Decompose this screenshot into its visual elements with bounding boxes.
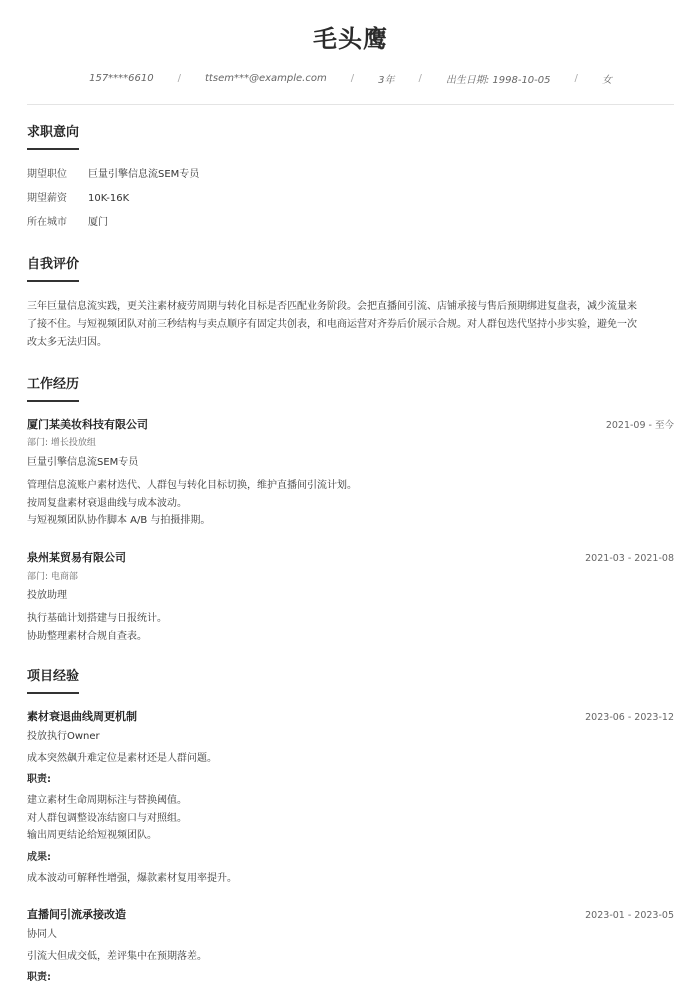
project-duty-line: 建立素材生命周期标注与替换阈值。 <box>27 795 187 806</box>
section-title-text: 自我评价 <box>27 257 80 272</box>
project-role: 投放执行Owner <box>27 731 100 742</box>
self-evaluation-line: 了接不住。与短视频团队对前三秒结构与卖点顺序有固定共创表，和电商运营对齐券后价展示合规。对人群包迭代坚持小步实验，避免一次 <box>27 319 637 330</box>
job-description <box>27 477 674 530</box>
section-underline <box>27 148 79 150</box>
project-result-label: 成果: <box>27 852 51 863</box>
job-date: 2021-09 - 至今 <box>605 420 674 431</box>
section-title-work <box>27 376 79 394</box>
job-role: 投放助理 <box>27 590 67 601</box>
intent-value: 巨量引擎信息流SEM专员 <box>88 169 200 180</box>
section-underline <box>27 692 79 694</box>
section-title-intent <box>27 124 79 142</box>
job-line: 与短视频团队协作脚本 A/B 与拍摄排期。 <box>27 515 211 526</box>
self-evaluation-line: 改太多无法归因。 <box>27 337 107 348</box>
contact-separator: / <box>574 72 578 84</box>
intent-label: 所在城市 <box>27 217 67 228</box>
project-name: 直播间引流承接改造 <box>27 908 126 921</box>
intent-label: 期望薪资 <box>27 193 67 204</box>
project-background: 引流大但成交低，差评集中在预期落差。 <box>27 951 207 962</box>
project-date: 2023-01 - 2023-05 <box>585 910 674 921</box>
section-title-projects <box>27 668 79 686</box>
intent-city <box>27 216 108 230</box>
job-line: 协助整理素材合规自查表。 <box>27 630 147 642</box>
section-title-text: 求职意向 <box>27 125 80 140</box>
self-evaluation-text <box>27 298 674 352</box>
job-role: 巨量引擎信息流SEM专员 <box>27 457 139 468</box>
contact-phone: 157****6610 <box>89 72 154 84</box>
job-description <box>27 610 674 645</box>
contact-experience-years: 3年 <box>378 74 395 86</box>
intent-label: 期望职位 <box>27 169 67 180</box>
project-header <box>27 906 674 922</box>
job-line: 执行基础计划搭建与日报统计。 <box>27 613 167 624</box>
job-company: 厦门某美妆科技有限公司 <box>27 418 148 431</box>
project-date: 2023-06 - 2023-12 <box>585 712 674 723</box>
job-line: 按周复盘素材衰退曲线与成本波动。 <box>27 497 187 509</box>
project-duty-line: 输出周更结论给短视频团队。 <box>27 830 157 841</box>
section-title-self <box>27 256 79 274</box>
header-divider <box>27 104 674 105</box>
section-underline <box>27 400 79 402</box>
intent-value: 10K-16K <box>88 193 130 204</box>
job-department: 部门: 电商部 <box>27 572 78 582</box>
contact-birthdate: 出生日期: 1998-10-05 <box>445 74 551 86</box>
intent-position <box>27 168 199 182</box>
job-header <box>27 416 674 432</box>
project-result: 成本波动可解释性增强，爆款素材复用率提升。 <box>27 873 237 884</box>
project-name: 素材衰退曲线周更机制 <box>27 710 137 723</box>
job-header <box>27 549 674 565</box>
job-company: 泉州某贸易有限公司 <box>27 551 126 564</box>
project-duty-line: 对人群包调整设冻结窗口与对照组。 <box>27 812 187 824</box>
contact-bar <box>27 70 674 86</box>
contact-separator: / <box>177 72 182 84</box>
section-title-text: 项目经验 <box>27 669 80 684</box>
section-underline <box>27 280 79 282</box>
project-duty-label: 职责: <box>27 972 51 983</box>
project-duty-label: 职责: <box>27 774 51 785</box>
candidate-name: 毛头鹰 <box>313 25 388 53</box>
project-background: 成本突然飙升难定位是素材还是人群问题。 <box>27 753 217 764</box>
intent-salary <box>27 192 129 206</box>
project-duties <box>27 792 674 845</box>
contact-separator: / <box>418 72 422 84</box>
job-department: 部门: 增长投放组 <box>27 438 96 448</box>
section-title-text: 工作经历 <box>27 377 80 392</box>
contact-separator: / <box>350 72 355 84</box>
intent-value: 厦门 <box>88 217 108 228</box>
contact-email: ttsem***@example.com <box>205 72 327 84</box>
project-role: 协同人 <box>27 929 57 940</box>
job-date: 2021-03 - 2021-08 <box>585 553 674 564</box>
job-line: 管理信息流账户素材迭代、人群包与转化目标切换，维护直播间引流计划。 <box>27 480 357 491</box>
contact-gender: 女 <box>601 74 612 86</box>
self-evaluation-line: 三年巨量信息流实践，更关注素材疲劳周期与转化目标是否匹配业务阶段。会把直播间引流、店铺承接与售后预期绑进复盘表，减少流量来 <box>27 301 637 312</box>
project-header <box>27 708 674 724</box>
